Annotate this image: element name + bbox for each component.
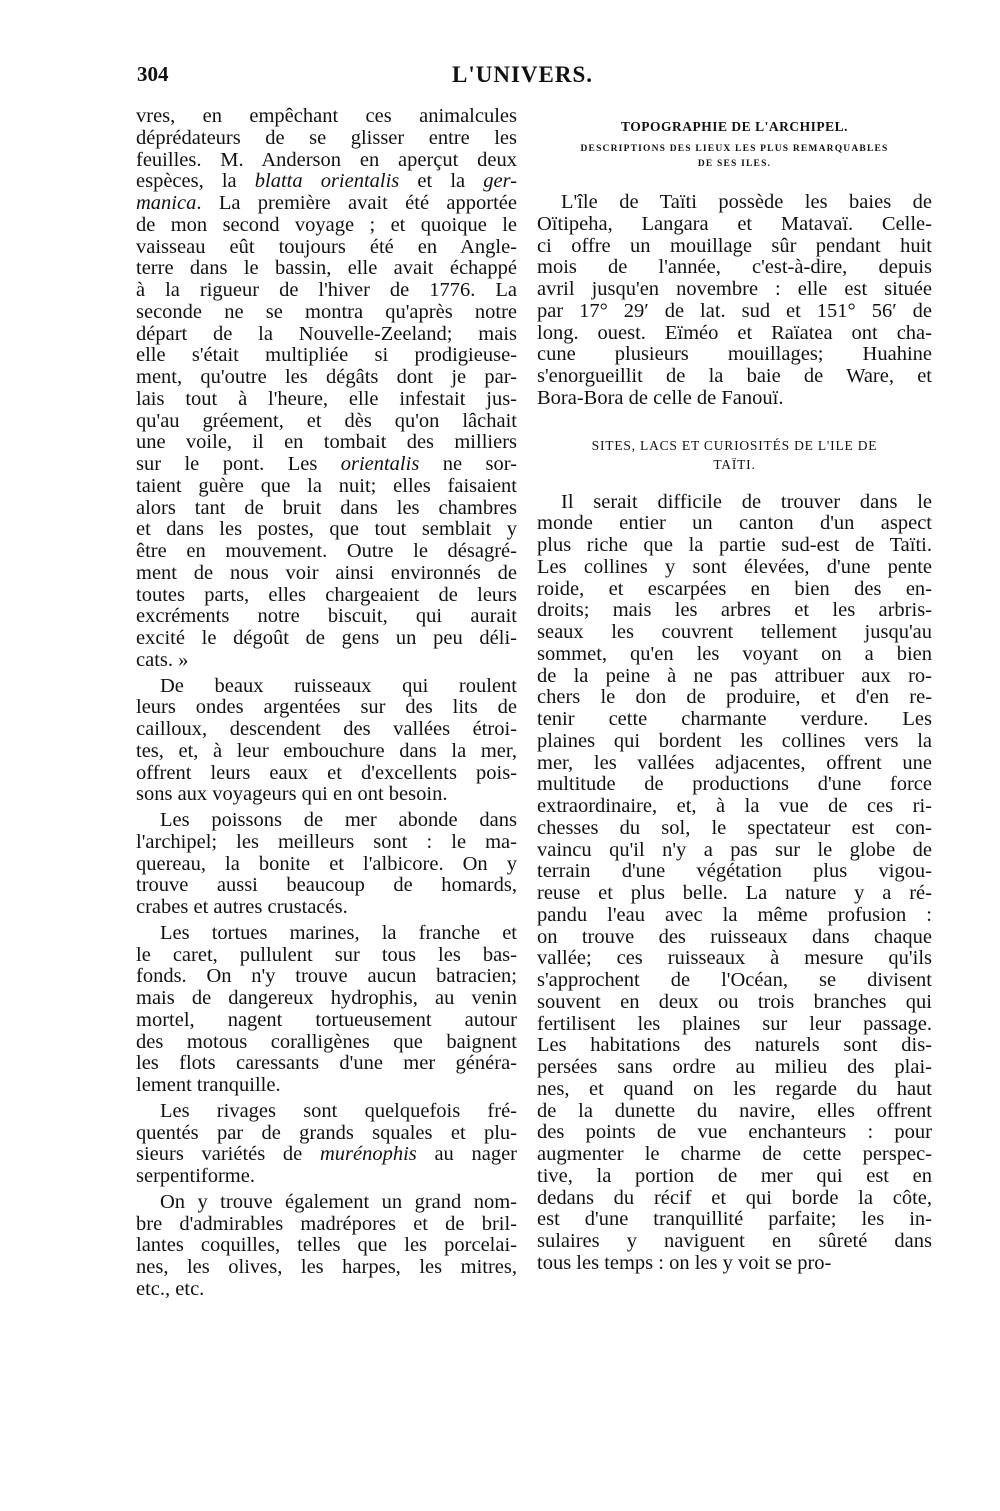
text-line: leurs ondes argentées sur des lits de	[136, 696, 517, 719]
text-line: persées sans ordre au milieu des plai-	[537, 1056, 932, 1078]
text-line: De beaux ruisseaux qui roulent	[160, 674, 517, 697]
text-line: chers le don de produire, et d'en re-	[537, 686, 932, 709]
page-number: 304	[137, 62, 169, 86]
paragraph-ruisseaux	[136, 676, 517, 807]
text-line: Oïtipeha, Langara et Matavaï. Celle-	[537, 212, 932, 235]
text-line: lais tout à l'heure, elle infestait jus-	[136, 387, 517, 410]
text-line: pandu l'eau avec la même profusion :	[537, 903, 932, 926]
text-line: serpentiforme.	[136, 1165, 255, 1187]
section-subtitle-line: DESCRIPTIONS DES LIEUX LES PLUS REMARQUABLES	[580, 144, 889, 154]
text-line: droits; mais les arbres et les arbris-	[537, 599, 932, 622]
text-line: s'enorgueillit de la baie de Ware, et	[537, 365, 932, 387]
text-line: mais de dangereux hydrophis, au venin	[136, 987, 517, 1009]
text-line: Bora-Bora de celle de Fanouï.	[537, 386, 784, 409]
text-line: terrain d'une végétation plus vigou-	[537, 860, 932, 883]
text-line: lement tranquille.	[136, 1074, 281, 1096]
text-line: mer, les vallées adjacentes, offrent une	[537, 751, 932, 774]
text-line: bre d'admirables madrépores et de bril-	[136, 1212, 517, 1235]
text-line: une voile, il en tombait des milliers	[136, 431, 517, 454]
text-line: vres, en empêchant ces animalcules	[136, 105, 517, 127]
text-line: et dans les postes, que tout semblait y	[136, 518, 517, 541]
text-line: fertilisent les plaines sur leur passage.	[537, 1012, 932, 1035]
text-line: avril jusqu'en novembre : elle est située	[537, 278, 932, 300]
running-title: L'UNIVERS.	[452, 62, 594, 87]
text-line: ci offre un mouillage sûr pendant huit	[537, 234, 932, 257]
text-line: chesses du sol, le spectateur est con-	[537, 816, 932, 839]
text-line: cailloux, descendent des vallées étroi-	[136, 718, 517, 740]
text-line: seconde ne se montra qu'après notre	[136, 300, 517, 323]
text-line: L'île de Taïti possède les baies de	[561, 191, 932, 213]
text-line: excité le dégoût de gens un peu déli-	[136, 627, 517, 649]
text-line: manica. La première avait été apportée	[136, 192, 517, 214]
text-line: multitude de productions d'une force	[537, 773, 932, 796]
text-line: tive, la portion de mer qui est en	[537, 1164, 932, 1187]
text-line: des points de vue enchanteurs : pour	[537, 1121, 932, 1144]
section-subtitle	[537, 142, 932, 172]
text-line: sommet, qu'en les voyant on a bien	[537, 642, 932, 665]
text-line: roide, et escarpées en bien des en-	[537, 577, 932, 600]
text-line: extraordinaire, et, à la vue de ces ri-	[537, 795, 932, 817]
section-title: TOPOGRAPHIE DE L'ARCHIPEL.	[621, 119, 848, 134]
text-line: fonds. On n'y trouve aucun batracien;	[136, 965, 517, 988]
text-line: plus riche que la partie sud-est de Taïti.	[537, 534, 932, 556]
right-column	[537, 118, 932, 1275]
text-line: augmenter le charme de cette perspec-	[537, 1143, 932, 1165]
text-line: sur le pont. Les orientalis ne sor-	[136, 453, 517, 475]
text-line: reuse et plus belle. La nature y a ré-	[537, 882, 932, 904]
text-line: de la peine à ne pas attribuer aux ro-	[537, 664, 932, 687]
text-line: seaux les couvrent tellement jusqu'au	[537, 621, 932, 643]
text-line: dedans du récif et qui borde la côte,	[537, 1186, 932, 1209]
text-line: On y trouve également un grand nom-	[160, 1190, 517, 1213]
text-line: sulaires y naviguent en sûreté dans	[537, 1230, 932, 1252]
text-line: Les habitations des naturels sont dis-	[537, 1034, 932, 1057]
text-line: départ de la Nouvelle-Zeeland; mais	[136, 322, 517, 345]
text-line: taient guère que la nuit; elles faisaient	[136, 474, 517, 497]
text-line: le caret, pullulent sur tous les bas-	[136, 943, 517, 966]
text-line: de mon second voyage ; et quoique le	[136, 213, 517, 236]
section-heading-sites	[537, 436, 932, 474]
text-line: etc., etc.	[136, 1277, 205, 1300]
text-line: espèces, la blatta orientalis et la ger-	[136, 170, 517, 193]
text-line: plaines qui bordent les collines vers la	[537, 729, 932, 752]
text-line: ment de nous voir ainsi environnés de	[136, 561, 517, 584]
text-line: tenir cette charmante verdure. Les	[537, 708, 932, 730]
text-line: à la rigueur de l'hiver de 1776. La	[136, 279, 517, 301]
text-line: sieurs variétés de murénophis au nager	[136, 1143, 517, 1166]
text-line: qu'au gréement, et dès qu'on lâchait	[136, 409, 517, 432]
text-line: mois de l'année, c'est-à-dire, depuis	[537, 256, 932, 279]
paragraph-poissons	[136, 810, 517, 919]
text-line: cune plusieurs mouillages; Huahine	[537, 343, 932, 366]
text-line: de la dunette du navire, elles offrent	[537, 1099, 932, 1122]
text-line: mortel, nagent tortueusement autour	[136, 1008, 517, 1031]
text-line: par 17° 29′ de lat. sud et 151° 56′ de	[537, 299, 932, 322]
text-line: elle s'était multipliée si prodigieuse-	[136, 344, 517, 367]
text-line: toutes parts, elles chargeaient de leurs	[136, 583, 517, 606]
paragraph-taiti-baies	[537, 192, 932, 410]
text-line: lantes coquilles, telles que les porcelai-	[136, 1234, 517, 1257]
text-line: nes, et quand on les regarde du haut	[537, 1077, 932, 1100]
text-line: trouve aussi beaucoup de homards,	[136, 874, 517, 897]
text-line: vaisseau eût toujours été en Angle-	[136, 235, 517, 258]
text-line: crabes et autres crustacés.	[136, 896, 348, 918]
text-line: Les poissons de mer abonde dans	[160, 809, 517, 831]
paragraph-madrepores	[136, 1192, 517, 1301]
text-line: vaincu qu'il n'y a pas sur le globe de	[537, 838, 932, 861]
text-line: alors tant de bruit dans les chambres	[136, 496, 517, 519]
text-line: terre dans le bassin, elle avait échappé	[136, 257, 517, 280]
text-line: tous les temps : on les y voit se pro-	[537, 1251, 832, 1274]
text-line: quereau, la bonite et l'albicore. On y	[136, 852, 517, 875]
text-line: Les rivages sont quelquefois fré-	[160, 1099, 517, 1122]
text-line: on trouve des ruisseaux dans chaque	[537, 925, 932, 948]
text-line: déprédateurs de se glisser entre les	[136, 126, 517, 149]
text-line: s'approchent de l'Océan, se divisent	[537, 969, 932, 991]
continued-quote	[136, 106, 517, 672]
paragraph-taiti-sites	[537, 492, 932, 1275]
paragraph-rivages	[136, 1101, 517, 1188]
text-line: monde entier un canton d'un aspect	[537, 512, 932, 535]
text-line: les flots caressants d'une mer généra-	[136, 1052, 517, 1075]
left-column	[136, 106, 517, 1301]
text-line: offrent leurs eaux et d'excellents pois-	[136, 761, 517, 784]
text-line: feuilles. M. Anderson en aperçut deux	[136, 148, 517, 171]
section-heading-line: SITES, LACS ET CURIOSITÉS DE L'ILE DE	[591, 437, 878, 453]
text-line: est d'une tranquillité parfaite; les in-	[537, 1208, 932, 1231]
text-line: Les collines y sont élevées, d'une pente	[537, 555, 932, 578]
text-line: Les tortues marines, la franche et	[160, 921, 517, 944]
text-line: quentés par de grands squales et plu-	[136, 1121, 517, 1144]
section-heading-line: TAÏTI.	[713, 456, 756, 472]
text-line: nes, les olives, les harpes, les mitres,	[136, 1256, 517, 1278]
text-line: souvent en deux ou trois branches qui	[537, 990, 932, 1013]
text-line: tes, et, à leur embouchure dans la mer,	[136, 739, 517, 762]
text-line: cats. »	[136, 648, 189, 671]
text-line: excréments notre biscuit, qui aurait	[136, 605, 517, 628]
paragraph-tortues	[136, 923, 517, 1097]
text-line: long. ouest. Eïméo et Raïatea ont cha-	[537, 321, 932, 344]
text-line: Il serait difficile de trouver dans le	[561, 490, 932, 513]
text-line: ment, qu'outre les dégâts dont je par-	[136, 366, 517, 388]
text-line: l'archipel; les meilleurs sont : le ma-	[136, 830, 517, 853]
text-line: vallée; ces ruisseaux à mesure qu'ils	[537, 947, 932, 970]
section-subtitle-line: DE SES ILES.	[697, 159, 772, 169]
text-line: des motous coralligènes que baignent	[136, 1030, 517, 1053]
text-line: être en mouvement. Outre le désagré-	[136, 540, 517, 562]
text-line: sons aux voyageurs qui en ont besoin.	[136, 783, 448, 806]
